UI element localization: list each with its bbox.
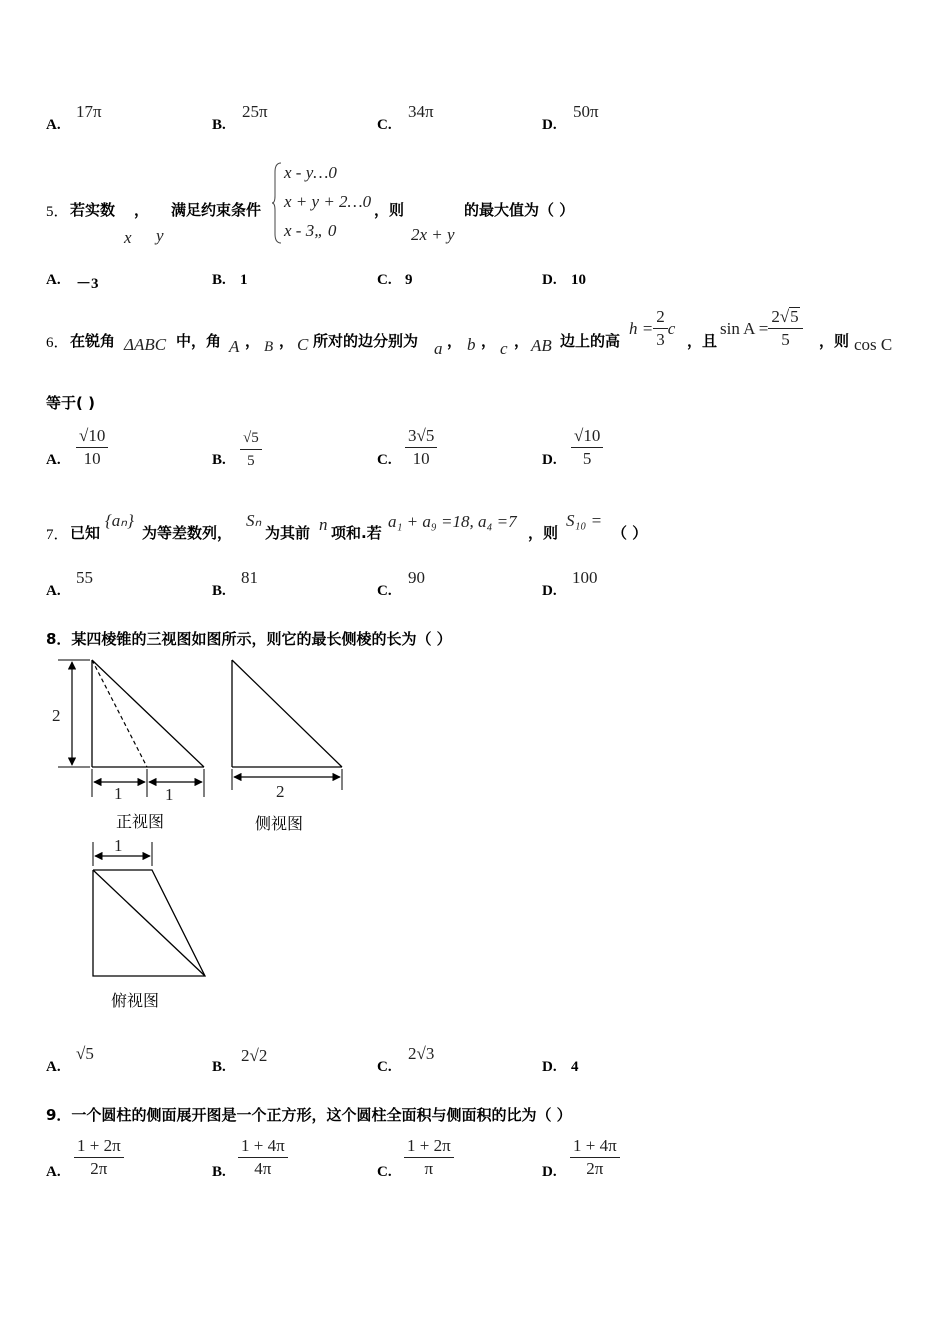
option-fraction	[404, 1136, 454, 1179]
math-sequence: {aₙ}	[105, 511, 134, 530]
question-number: 6．	[46, 335, 69, 351]
math-var-x: x	[124, 228, 132, 247]
math-condition: a₁ + a₉ =18, a₄ =7	[388, 512, 517, 531]
math-sum: Sₙ	[246, 511, 262, 530]
fraction-numerator: √10	[76, 426, 108, 448]
math-triangle: ΔABC	[124, 335, 167, 354]
fraction-numerator: 1 + 4π	[238, 1136, 288, 1158]
option-label: D.	[542, 583, 557, 599]
dimension-label: 2	[52, 706, 61, 725]
fraction-denominator: 10	[412, 449, 430, 468]
option-label: C.	[377, 117, 392, 133]
comma: ，	[481, 332, 497, 350]
side-view-figure	[225, 655, 355, 795]
fraction	[768, 307, 802, 350]
option-label: B.	[212, 1059, 226, 1075]
option-value: 4	[571, 1059, 579, 1075]
question-text: 项和.若	[331, 524, 382, 542]
question-text: ，则	[819, 332, 850, 350]
math-var: c	[500, 339, 508, 358]
option-fraction	[238, 1136, 288, 1179]
radicand: 5	[790, 307, 799, 326]
fraction-denominator: 2π	[90, 1159, 108, 1178]
option-label: D.	[542, 1164, 557, 1180]
option-label: B.	[212, 117, 226, 133]
front-view-label: 正视图	[116, 812, 165, 831]
side-view-label: 侧视图	[255, 814, 304, 833]
fraction	[653, 307, 668, 350]
option-value: 2√3	[408, 1044, 435, 1063]
question-text: （ ）	[612, 524, 648, 542]
option-label: C.	[377, 452, 392, 468]
option-value: 55	[76, 568, 93, 587]
question-text: ，	[134, 201, 150, 219]
math-text: h =	[629, 318, 654, 338]
constraint: x + y + 2…0	[284, 192, 372, 211]
option-label: D.	[542, 1059, 557, 1075]
option-value: 50π	[573, 102, 599, 121]
fraction-numerator: 1 + 2π	[74, 1136, 124, 1158]
option-label: C.	[377, 1164, 392, 1180]
option-label: B.	[212, 583, 226, 599]
math-var: C	[297, 335, 309, 354]
option-label: A.	[46, 1164, 61, 1180]
math-var: B	[264, 339, 274, 355]
fraction-denominator: 2π	[586, 1159, 604, 1178]
option-fraction	[76, 426, 108, 469]
option-label: C.	[377, 583, 392, 599]
option-fraction	[405, 426, 437, 469]
math-var: c	[667, 318, 676, 338]
comma: ，	[245, 332, 261, 350]
question-text: 中，角	[176, 332, 222, 350]
option-value: 2√2	[241, 1046, 268, 1065]
question-text: 8．某四棱锥的三视图如图所示，则它的最长侧棱的长为（ ）	[46, 630, 452, 648]
option-value: 17π	[76, 102, 102, 121]
option-value: 1	[240, 272, 248, 288]
constraint: x - y…0	[284, 163, 337, 182]
option-label: C.	[377, 1059, 392, 1075]
question-text: 所对的边分别为	[313, 332, 419, 350]
hidden-edge	[92, 660, 147, 767]
option-value: 81	[241, 568, 258, 587]
question-text: ，则	[528, 524, 559, 542]
option-label: A.	[46, 272, 61, 288]
dimension-label: 1	[165, 785, 174, 804]
option-fraction	[570, 1136, 620, 1179]
front-view-figure	[50, 655, 220, 805]
option-fraction	[571, 426, 603, 469]
question-text: 等于( )	[46, 394, 95, 412]
fraction-numerator: 3√5	[405, 426, 437, 448]
option-label: A.	[46, 583, 61, 599]
fraction-denominator: 10	[83, 449, 101, 468]
option-fraction	[74, 1136, 124, 1179]
comma: ，	[447, 332, 463, 350]
question-text: 为其前	[265, 524, 311, 542]
question-text: ，则	[374, 201, 405, 219]
math-var: b	[467, 335, 476, 354]
option-label: A.	[46, 117, 61, 133]
option-label: A.	[46, 1059, 61, 1075]
coefficient: 2	[771, 307, 780, 326]
fraction-denominator: 5	[582, 449, 592, 468]
brace-icon	[272, 162, 282, 244]
dimension-label: 1	[114, 836, 123, 855]
math-var: AB	[531, 336, 552, 355]
question-text: 为等差数列，	[142, 524, 233, 542]
math-text: sin A =	[720, 318, 769, 338]
option-fraction	[240, 428, 262, 471]
math-sum: S₁₀ =	[566, 511, 603, 530]
option-label: B.	[212, 1164, 226, 1180]
edge	[232, 660, 342, 767]
fraction-numerator: 2	[653, 307, 668, 329]
option-value: 100	[572, 568, 598, 587]
fraction-numerator: √10	[571, 426, 603, 448]
dimension-label: 1	[114, 784, 123, 803]
option-label: C.	[377, 272, 392, 288]
option-value: －3	[76, 276, 99, 292]
math-expr: 2x + y	[411, 225, 455, 244]
option-label: B.	[212, 272, 226, 288]
math-var: n	[319, 515, 328, 534]
question-text: 若实数	[70, 201, 116, 219]
math-cos: cos C	[854, 335, 893, 354]
option-label: B.	[212, 452, 226, 468]
question-text: ，且	[687, 332, 718, 350]
option-label: D.	[542, 117, 557, 133]
question-text: 的最大值为（ ）	[464, 201, 575, 219]
option-value: 25π	[242, 102, 268, 121]
option-value: √5	[76, 1044, 94, 1063]
top-view-label: 俯视图	[111, 991, 160, 1010]
comma: ，	[514, 332, 530, 350]
question-number: 7．	[46, 527, 69, 543]
edge	[93, 870, 205, 976]
fraction-numerator: 1 + 2π	[404, 1136, 454, 1158]
fraction-numerator: √5	[240, 428, 262, 450]
question-text: 9．一个圆柱的侧面展开图是一个正方形，这个圆柱全面积与侧面积的比为（ ）	[46, 1106, 572, 1124]
question-text: 已知	[70, 524, 101, 542]
option-value: 10	[571, 272, 586, 288]
sine-formula	[720, 307, 803, 350]
fraction-denominator: 5	[247, 453, 255, 469]
math-var: A	[229, 337, 240, 356]
math-var: a	[434, 339, 443, 358]
question-text: 边上的高	[560, 332, 621, 350]
sqrt-icon: √	[779, 307, 790, 326]
comma: ，	[279, 332, 295, 350]
height-formula	[629, 307, 675, 350]
top-view-figure	[85, 840, 215, 982]
dimension-label: 2	[276, 782, 285, 801]
question-text: 满足约束条件	[171, 201, 262, 219]
option-label: D.	[542, 452, 557, 468]
question-number: 5．	[46, 204, 69, 220]
option-label: A.	[46, 452, 61, 468]
constraint: x - 3„ 0	[284, 221, 337, 240]
fraction-numerator: 1 + 4π	[570, 1136, 620, 1158]
fraction-denominator: 3	[656, 330, 665, 349]
question-text: 在锐角	[70, 332, 116, 350]
option-value: 90	[408, 568, 425, 587]
edge	[92, 660, 204, 767]
option-value: 34π	[408, 102, 434, 121]
fraction-denominator: π	[424, 1159, 434, 1178]
fraction-denominator: 5	[781, 330, 790, 349]
option-value: 9	[405, 272, 413, 288]
option-label: D.	[542, 272, 557, 288]
math-var-y: y	[156, 226, 164, 245]
fraction-numerator	[768, 307, 802, 329]
fraction-denominator: 4π	[254, 1159, 272, 1178]
